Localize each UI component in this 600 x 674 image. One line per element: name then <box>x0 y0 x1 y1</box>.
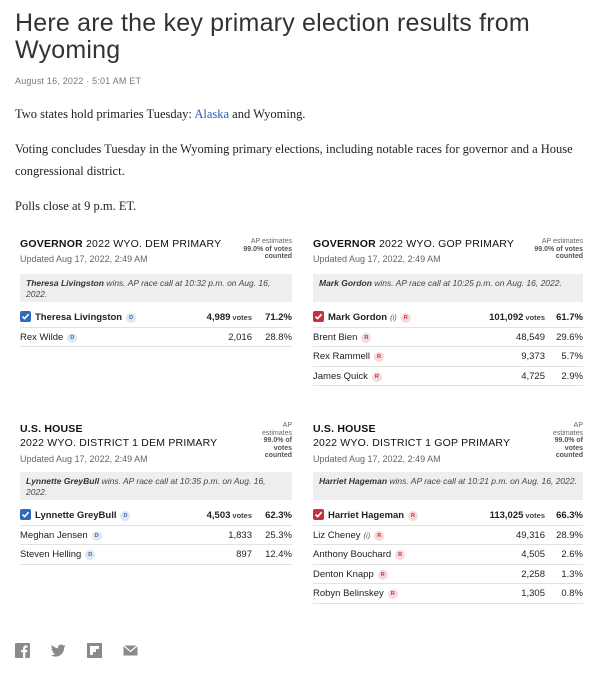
race-call-winner: Mark Gordon <box>319 278 372 288</box>
body-paragraph: Voting concludes Tuesday in the Wyoming primary elections, including notable races for governor and a House congressional district. <box>15 142 573 178</box>
intro-text-end: and Wyoming. <box>229 107 306 121</box>
party-badge: R <box>378 570 388 580</box>
table-row <box>20 506 292 526</box>
table-row <box>313 526 583 546</box>
race-call-winner: Theresa Livingston <box>26 278 104 288</box>
vote-count: 2,016 <box>228 331 252 343</box>
vote-percent: 25.3% <box>265 529 292 541</box>
ap-estimate-percent: 99.0% of <box>554 437 583 444</box>
race-office: GOVERNOR <box>20 238 83 250</box>
table-row <box>313 545 583 565</box>
ap-estimate-counted: counted <box>264 452 292 459</box>
vote-count: 113,025 <box>489 510 524 521</box>
ap-estimate <box>553 422 583 460</box>
race-call-box <box>313 274 583 302</box>
party-badge: R <box>395 550 405 560</box>
race-card-house-dem <box>20 422 292 565</box>
updated-time: Updated Aug 17, 2022, 2:49 AM <box>313 254 441 264</box>
vote-count: 4,503 <box>206 510 231 521</box>
candidate-name: Denton Knapp <box>313 568 374 580</box>
vote-percent: 61.7% <box>556 312 583 323</box>
party-badge: R <box>401 313 411 323</box>
intro-paragraph <box>15 103 575 125</box>
candidate-name: James Quick <box>313 370 368 382</box>
party-badge: R <box>388 589 398 599</box>
party-badge: R <box>374 352 384 362</box>
vote-percent: 5.7% <box>561 351 583 363</box>
candidate-name: Meghan Jensen <box>20 529 88 541</box>
race-call-text: wins. AP race call at 10:21 p.m. on Aug. 16, 2022. <box>387 476 577 486</box>
race-office: U.S. HOUSE <box>20 423 83 435</box>
vote-count: 4,725 <box>521 370 545 382</box>
updated-time: Updated Aug 17, 2022, 2:49 AM <box>313 454 441 464</box>
results-table <box>20 308 292 347</box>
party-badge: R <box>408 511 418 521</box>
incumbent-marker: (i) <box>390 313 397 322</box>
race-title <box>20 422 292 450</box>
ap-estimate-counted: counted <box>264 253 292 260</box>
results-table <box>313 308 583 386</box>
headline: Here are the key primary election results from Wyoming <box>15 9 530 64</box>
table-row <box>20 526 292 546</box>
race-call-winner: Harriet Hageman <box>319 476 388 486</box>
vote-count: 1,305 <box>521 588 545 600</box>
race-office: GOVERNOR <box>313 238 376 250</box>
ap-estimate-counted: counted <box>555 452 583 459</box>
candidate-name: Theresa Livingston <box>35 312 123 323</box>
table-row <box>20 545 292 565</box>
candidate-name: Brent Bien <box>313 331 358 343</box>
vote-percent: 71.2% <box>265 312 292 323</box>
vote-count: 897 <box>236 549 252 561</box>
party-badge: R <box>361 333 371 343</box>
ap-estimate-line: AP <box>282 422 292 429</box>
ap-estimate-line: AP estimates <box>541 238 583 245</box>
party-badge: D <box>85 550 95 560</box>
flipboard-icon[interactable] <box>87 643 102 658</box>
race-title <box>313 422 583 450</box>
vote-count: 48,549 <box>515 331 545 343</box>
twitter-icon[interactable] <box>51 643 66 658</box>
ap-estimate-line: AP <box>573 422 583 429</box>
candidate-name: Steven Helling <box>20 549 82 561</box>
results-table <box>313 506 583 604</box>
ap-estimate-votes: votes <box>273 444 292 452</box>
vote-percent: 2.9% <box>561 370 583 382</box>
updated-time: Updated Aug 17, 2022, 2:49 AM <box>20 454 148 464</box>
votes-label: votes <box>232 511 252 520</box>
party-badge: D <box>92 531 102 541</box>
vote-percent: 29.6% <box>556 331 583 343</box>
vote-percent: 2.6% <box>561 549 583 561</box>
candidate-name: Anthony Bouchard <box>313 549 392 561</box>
race-call-box <box>313 472 583 500</box>
winner-check-icon <box>20 311 31 322</box>
vote-count: 101,092 <box>489 312 524 323</box>
ap-estimate <box>534 238 583 261</box>
ap-estimate <box>262 422 292 460</box>
vote-percent: 66.3% <box>556 510 583 521</box>
share-bar <box>15 643 138 658</box>
email-icon[interactable] <box>123 643 138 658</box>
results-table <box>20 506 292 565</box>
vote-percent: 28.9% <box>556 529 583 541</box>
table-row <box>313 328 583 348</box>
candidate-name: Robyn Belinskey <box>313 588 384 600</box>
candidate-name: Rex Wilde <box>20 331 64 343</box>
table-row <box>313 584 583 604</box>
votes-label: votes <box>525 313 545 322</box>
facebook-icon[interactable] <box>15 643 30 658</box>
race-subtitle: 2022 WYO. DEM PRIMARY <box>85 238 222 250</box>
ap-estimate-line: AP estimates <box>250 238 292 245</box>
race-header <box>20 238 292 268</box>
race-call-box <box>20 274 292 302</box>
winner-check-icon <box>20 509 31 520</box>
candidate-name: Lynnette GreyBull <box>35 510 117 521</box>
party-badge: D <box>126 313 136 323</box>
race-office: U.S. HOUSE <box>313 423 376 435</box>
ap-estimate-percent: 99.0% of <box>263 437 292 444</box>
table-row <box>20 308 292 328</box>
vote-count: 4,989 <box>206 312 231 323</box>
incumbent-marker: (i) <box>363 530 371 540</box>
vote-percent: 1.3% <box>561 568 583 580</box>
party-badge: D <box>120 511 130 521</box>
race-header <box>313 238 583 268</box>
race-card-governor-gop <box>313 238 583 386</box>
race-call-text: wins. AP race call at 10:32 p.m. on Aug. 16, 2022. <box>26 278 271 299</box>
alaska-link[interactable]: Alaska <box>194 107 230 121</box>
party-badge: D <box>67 333 77 343</box>
vote-percent: 28.8% <box>265 331 292 343</box>
intro-text: Two states hold primaries Tuesday: <box>15 107 195 121</box>
ap-estimate-counted: counted <box>555 253 583 260</box>
party-badge: R <box>374 531 384 541</box>
updated-time: Updated Aug 17, 2022, 2:49 AM <box>20 254 148 264</box>
ap-estimate <box>243 238 292 261</box>
party-badge: R <box>372 372 382 382</box>
candidate-name: Rex Rammell <box>313 351 371 363</box>
race-card-house-gop <box>313 422 583 604</box>
votes-label: votes <box>232 313 252 322</box>
dateline: August 16, 2022 · 5:01 AM ET <box>15 76 142 86</box>
vote-percent: 0.8% <box>561 588 583 600</box>
ap-estimate-votes: votes <box>564 444 583 452</box>
votes-label: votes <box>525 511 545 520</box>
race-subtitle: 2022 WYO. DISTRICT 1 GOP PRIMARY <box>313 437 511 449</box>
ap-estimate-percent: 99.0% of votes <box>534 245 583 253</box>
ap-estimate-percent: 99.0% of votes <box>243 245 292 253</box>
vote-count: 49,316 <box>515 529 545 541</box>
race-call-box <box>20 472 292 500</box>
candidate-name: Liz Cheney <box>313 529 361 541</box>
ap-estimate-line: estimates <box>262 429 292 437</box>
polls-paragraph: Polls close at 9 p.m. ET. <box>15 199 137 213</box>
vote-count: 9,373 <box>521 351 545 363</box>
race-header <box>20 422 292 466</box>
vote-percent: 62.3% <box>265 510 292 521</box>
race-subtitle: 2022 WYO. DISTRICT 1 DEM PRIMARY <box>20 437 218 449</box>
winner-check-icon <box>313 509 324 520</box>
table-row <box>313 347 583 367</box>
race-header <box>313 422 583 466</box>
winner-check-icon <box>313 311 324 322</box>
vote-percent: 12.4% <box>265 549 292 561</box>
vote-count: 1,833 <box>228 529 252 541</box>
table-row <box>20 328 292 348</box>
table-row <box>313 565 583 585</box>
race-subtitle: 2022 WYO. GOP PRIMARY <box>378 238 515 250</box>
race-call-winner: Lynnette GreyBull <box>26 476 100 486</box>
race-card-governor-dem <box>20 238 292 347</box>
vote-count: 4,505 <box>521 549 545 561</box>
table-row <box>313 308 583 328</box>
table-row <box>313 367 583 387</box>
table-row <box>313 506 583 526</box>
ap-estimate-line: estimates <box>553 429 583 437</box>
candidate-name: Harriet Hageman <box>328 510 405 521</box>
race-call-text: wins. AP race call at 10:35 p.m. on Aug. 16, 2022. <box>26 476 266 497</box>
vote-count: 2,258 <box>521 568 545 580</box>
candidate-name: Mark Gordon <box>328 312 388 323</box>
race-call-text: wins. AP race call at 10:25 p.m. on Aug. 16, 2022. <box>371 278 562 288</box>
